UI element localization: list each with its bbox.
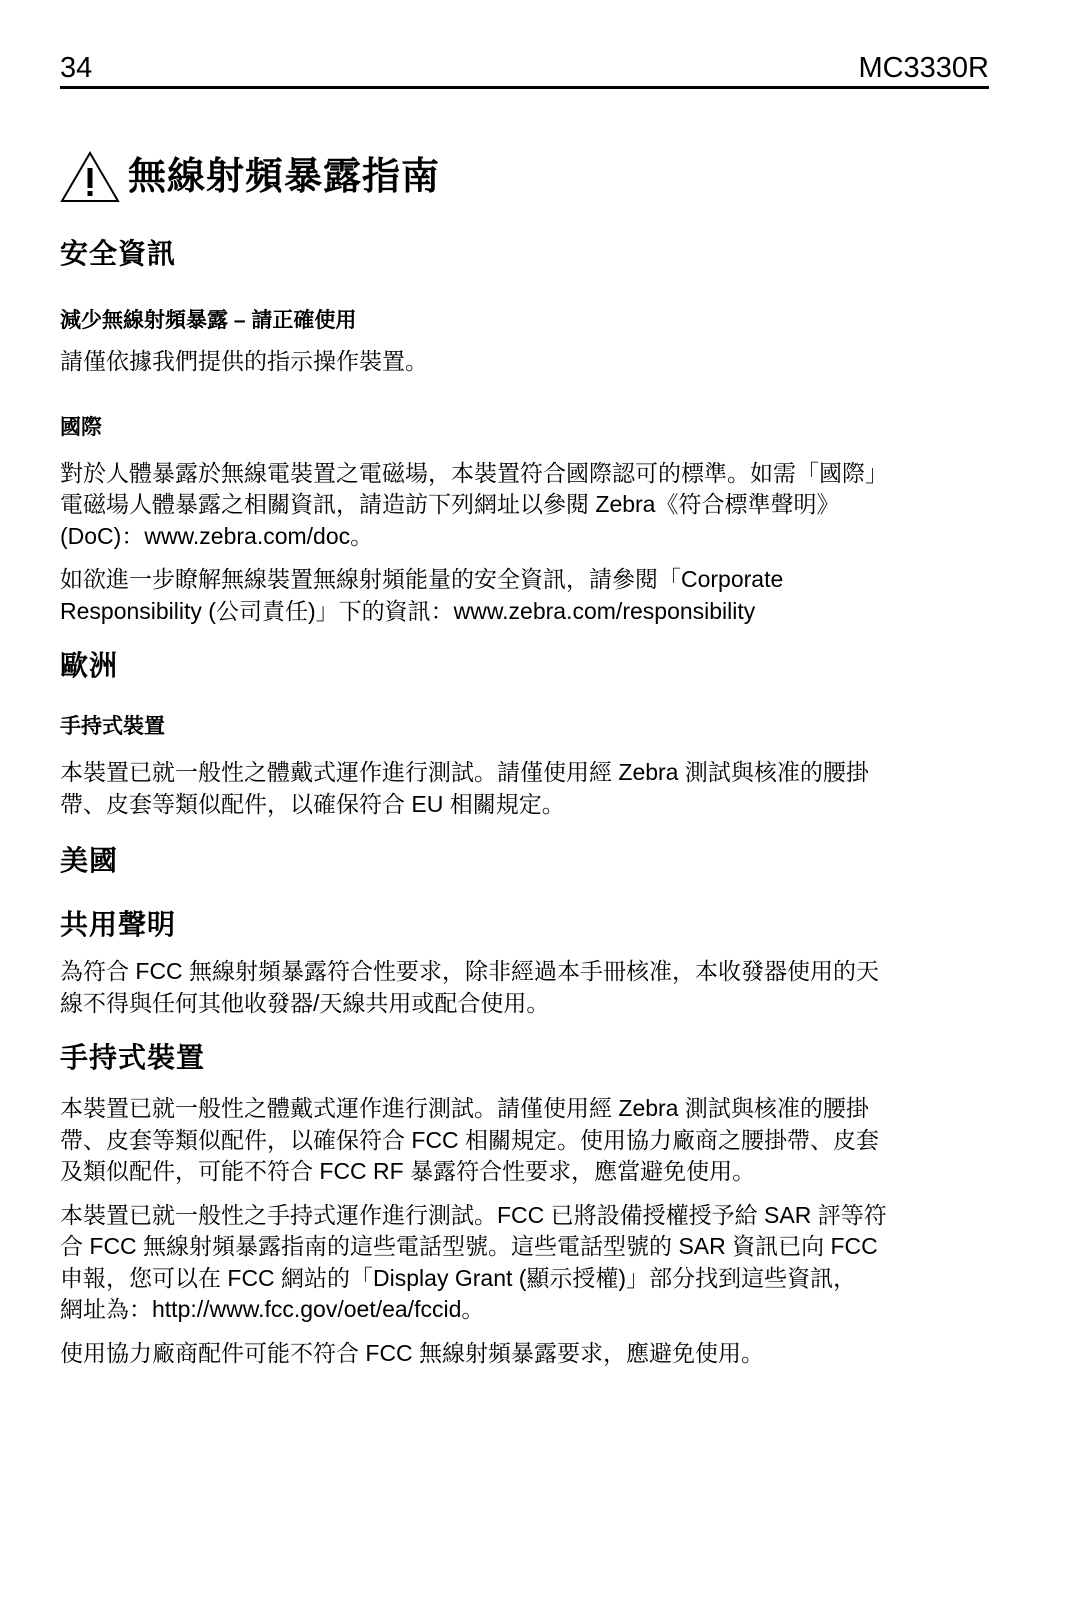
page-header: [60, 52, 989, 89]
europe-heading: 歐洲: [60, 650, 119, 681]
reduce-exposure-heading: 減少無線射頻暴露 – 請正確使用: [60, 309, 357, 332]
usa-handheld-paragraph-2: 本裝置已就一般性之手持式運作進行測試。FCC 已將設備授權授予給 SAR 評等符 合 FCC 無線射頻暴露指南的這些電話型號。這些電話型號的 SAR 資訊已向 FCC 申報，您可以在 FCC 網站的「Display Grant (顯示授權)」部分找到這些資訊， 網址為：http://www.fcc.gov/oet/ea/fccid。: [60, 1201, 887, 1322]
usa-handheld-paragraph-3: 使用協力廠商配件可能不符合 FCC 無線射頻暴露要求，應避免使用。: [60, 1339, 765, 1366]
usa-heading: 美國: [60, 845, 119, 876]
colocation-body: 為符合 FCC 無線射頻暴露符合性要求，除非經過本手冊核准，本收發器使用的天 線不得與任何其他收發器/天線共用或配合使用。: [60, 958, 880, 1016]
europe-handheld-body: 本裝置已就一般性之體戴式運作進行測試。請僅使用經 Zebra 測試與核准的腰掛 帶、皮套等類似配件，以確保符合 EU 相關規定。: [60, 759, 869, 817]
international-heading: 國際: [60, 415, 102, 439]
page-title: 無線射頻暴露指南: [128, 156, 441, 198]
document-page: [60, 52, 989, 1369]
reduce-exposure-body: 請僅依據我們提供的指示操作裝置。: [60, 348, 428, 374]
international-paragraph-1: 對於人體暴露於無線電裝置之電磁場，本裝置符合國際認可的標準。如需「國際」 電磁場人體暴露之相關資訊，請造訪下列網址以參閱 Zebra《符合標準聲明》 (DoC)：www.zebra.com/doc。: [60, 459, 888, 549]
page-number: 34: [60, 52, 93, 84]
europe-handheld-heading: 手持式裝置: [60, 715, 165, 738]
usa-handheld-heading: 手持式裝置: [60, 1042, 206, 1073]
title-row: [60, 147, 989, 207]
usa-handheld-paragraph-1: 本裝置已就一般性之體戴式運作進行測試。請僅使用經 Zebra 測試與核准的腰掛 帶、皮套等類似配件，以確保符合 FCC 相關規定。使用協力廠商之腰掛帶、皮套 及類似配件，可能不符合 FCC RF 暴露符合性要求，應當避免使用。: [60, 1095, 880, 1184]
safety-heading: 安全資訊: [60, 238, 177, 269]
colocation-heading: 共用聲明: [60, 909, 177, 940]
international-paragraph-2: 如欲進一步瞭解無線裝置無線射頻能量的安全資訊，請參閱「Corporate Responsibility (公司責任)」下的資訊：www.zebra.com/responsibility: [60, 566, 784, 624]
model-name: MC3330R: [858, 52, 989, 84]
warning-triangle-icon: [60, 151, 120, 203]
